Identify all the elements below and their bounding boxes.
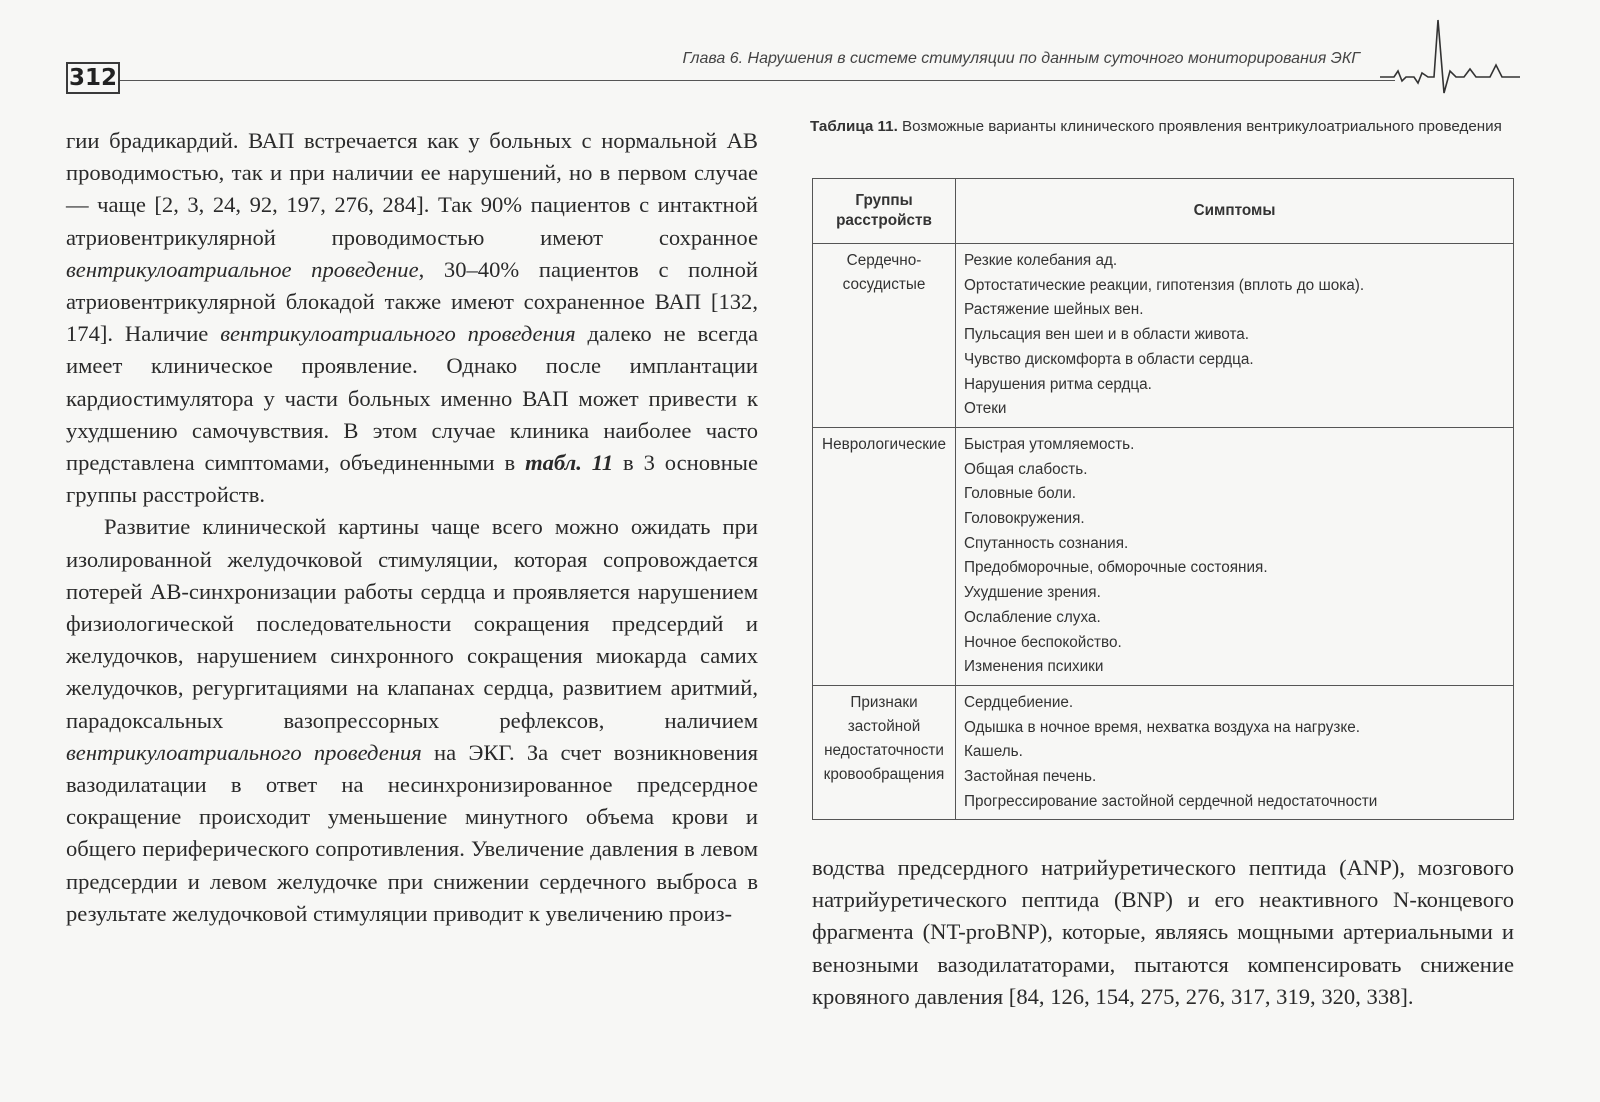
symptom-item: Одышка в ночное время, нехватка воздуха на нагрузке. [964, 718, 1360, 736]
text-run: гии брадикардий. ВАП встречается как у больных с нормальной АВ проводимостью, так и при наличии ее нарушений, но в первом случае — чаще [2, 3, 24, 92, 197, 276, 284]. Так 90% пациентов с интактной атриовентрикулярной проводимостью имеют сохранное [66, 128, 758, 250]
paragraph-3: водства предсердного натрийуретического пептида (ANP), мозгового натрийуретического пептида (BNP) и его неактивного N-концевого фрагмента (NT-proBNP), которые, являясь мощными артериальными и венозными вазодилататорами, пытаются компенсировать снижение кровяного давления [84, 126, 154, 275, 276, 317, 319, 320, 338]. [812, 855, 1514, 1009]
symptoms-cell [956, 427, 1514, 685]
page-header [0, 0, 1600, 110]
table-caption-text: Возможные варианты клинического проявления вентрикулоатриального проведения [897, 118, 1502, 135]
group-cell: Признаки застойной недостаточности кровообращения [813, 685, 956, 820]
right-text-column [812, 852, 1514, 1013]
symptom-item: Ослабление слуха. [964, 608, 1101, 626]
symptom-item: Сердцебиение. [964, 693, 1074, 711]
symptoms-cell [956, 685, 1514, 820]
text-run: Развитие клинической картины чаще всего можно ожидать при изолированной желудочковой стимуляции, которая сопровождается потерей АВ-синхронизации работы сердца и проявляется нарушением физиологической последовательности сокращения предсердий и желудочков, нарушением синхронного сокращения миокарда самих желудочков, регургитациями на клапанах сердца, развитием аритмий, парадоксальных вазопрессорных рефлексов, наличием [66, 514, 758, 733]
symptom-item: Нарушения ритма сердца. [964, 375, 1152, 393]
paragraph-2 [66, 511, 758, 930]
ekg-wave-icon [1380, 15, 1520, 95]
symptom-item: Спутанность сознания. [964, 534, 1129, 552]
running-head: Глава 6. Нарушения в системе стимуляции по данным суточного мониторирования ЭКГ [682, 50, 1360, 67]
text-run: на ЭКГ. За счет возникновения вазодилатации в ответ на несинхронизированное предсердное сокращение происходит уменьшение минутного объема крови и общего периферического сопротивления. Увеличение давления в левом предсердии и левом желудочке при снижении сердечного выброса в результате желудочковой стимуляции приводит к увеличению произ- [66, 739, 758, 926]
symptom-item: Изменения психики [964, 658, 1104, 676]
page-number: 312 [66, 62, 120, 94]
symptom-item: Ухудшение зрения. [964, 584, 1101, 602]
symptom-item: Резкие колебания ад. [964, 252, 1118, 269]
emphasis-run: вентрикулоатриальное проведение [66, 256, 419, 282]
table-caption [810, 116, 1510, 138]
table-row [813, 244, 1514, 428]
paragraph-1 [66, 125, 758, 511]
table-row [813, 685, 1514, 820]
table-caption-label: Таблица 11. [810, 118, 898, 135]
symptom-item: Отеки [964, 400, 1007, 418]
symptom-item: Прогрессирование застойной сердечной недостаточности [964, 792, 1378, 810]
header-rule [120, 80, 1395, 81]
symptom-item: Чувство дискомфорта в области сердца. [964, 350, 1254, 368]
symptom-item: Общая слабость. [964, 460, 1088, 478]
symptom-item: Ортостатические реакции, гипотензия (вплоть до шока). [964, 276, 1365, 294]
group-cell: Неврологические [813, 427, 956, 685]
left-text-column [66, 125, 758, 930]
symptom-item: Головные боли. [964, 485, 1077, 503]
column-header-symptoms: Симптомы [956, 179, 1514, 244]
symptom-item: Пульсация вен шеи и в области живота. [964, 326, 1250, 344]
emphasis-run: табл. 11 [525, 450, 614, 476]
symptom-item: Растяжение шейных вен. [964, 301, 1144, 319]
symptom-item: Застойная печень. [964, 768, 1097, 786]
symptom-item: Быстрая утомляемость. [964, 435, 1135, 453]
emphasis-run: вентрикулоатриального проведения [220, 321, 576, 347]
table-row [813, 427, 1514, 685]
symptom-item: Ночное беспокойство. [964, 633, 1122, 651]
symptoms-table [812, 178, 1514, 820]
column-header-groups: Группы расстройств [813, 179, 956, 244]
symptom-item: Предобморочные, обморочные состояния. [964, 559, 1268, 577]
table-header-row [813, 179, 1514, 244]
group-cell: Сердечно-сосудистые [813, 244, 956, 428]
emphasis-run: вентрикулоатриального проведения [66, 739, 422, 765]
text-run: , 30–40% пациентов с полной атриовентрикулярной блокадой также имеют сохраненное ВАП [132, 174]. Наличие [66, 256, 758, 347]
symptom-item: Головокружения. [964, 510, 1085, 528]
text-run: в 3 основные группы расстройств. [66, 450, 758, 508]
symptom-item: Кашель. [964, 743, 1023, 761]
symptoms-cell [956, 244, 1514, 428]
text-run: далеко не всегда имеет клиническое проявление. Однако после имплантации кардиостимулятора у части больных именно ВАП может привести к ухудшению самочувствия. В этом случае клиника наиболее часто представлена симптомами, объединенными в [66, 321, 758, 476]
table-body [813, 244, 1514, 820]
